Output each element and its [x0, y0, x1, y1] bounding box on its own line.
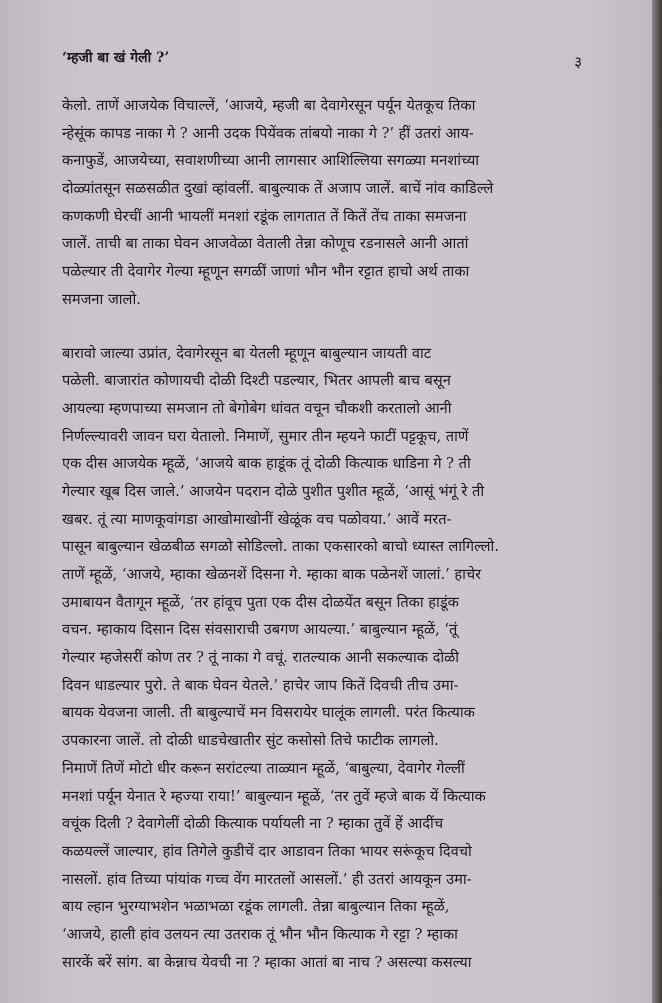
text-line: आयल्या म्हणपाच्या समजान तो बेगोबेग धांवत वचून चौकशी करतालो आनी [62, 399, 452, 417]
text-line: बायक येवजना जाली. ती बाबुल्याचें मन विसरायेर घालूंक लागली. परंत कित्याक [62, 704, 475, 722]
text-line: सारकें बरें सांग. बा केन्नाच येवची ना ? म्हाका आतां बा नाच ? असल्या कसल्या [62, 953, 472, 971]
text-line: गेल्यार खूब दिस जाले.’ आजयेन पदरान दोळे पुशीत पुशीत म्हूळें, ‘आसूं भंगूं रे ती [62, 482, 485, 500]
text-line: उमाबायन वैतागून म्हूळें, ‘तर हांवूच पुता एक दीस दोळयेंत बसून तिका हाडूंक [62, 593, 459, 611]
text-line: वचन. म्हाकाय दिसान दिस संवसाराची उबगण आयल्या.’ बाबुल्यान म्हूळें, ‘तूं [62, 621, 458, 639]
text-line: दिवन धाडल्यार पुरो. ते बाक घेवन येतले.’ हाचेर जाप कितें दिवची तीच उमा- [62, 676, 459, 694]
text-line: ‘आजये, हाली हांव उलयन त्या उतराक तूं भौन भौन कित्याक गे रट्टा ? म्हाका [62, 925, 458, 943]
text-line: कळयल्लें जाल्यार, हांव तिगेले कुडीचें दार आडावन तिका भायर सरूंकूच दिवचो [62, 842, 472, 860]
page-header [62, 48, 582, 78]
page-edge [652, 0, 662, 1003]
text-line: समजना जालो. [62, 290, 141, 308]
paragraph-1 [62, 92, 602, 314]
text-line: गेल्यार म्हजेसरीं कोण तर ? तूं नाका गे वचूं. रातल्याक आनी सकल्याक दोळी [62, 649, 460, 667]
text-line: उपकारना जालें. तो दोळी धाडचेखातीर सुंट कसोसो तिचे फाटीक लागलो. [62, 732, 439, 750]
paragraph-spacer [62, 314, 602, 340]
running-head: ‘म्हजी बा खं गेली ?’ [62, 50, 170, 66]
paragraph-2 [62, 340, 602, 977]
text-line: ताणें म्हूळें, ‘आजये, म्हाका खेळनशें दिसना गे. म्हाका बाक पळेनशें जालां.’ हाचेर [62, 566, 482, 583]
text-line: मनशां पर्यून येनात रे म्हज्या राया!’ बाबुल्यान म्हूळें, ‘तर तुवें म्हजे बाक यें कित्याक [62, 787, 486, 805]
page-number: ३ [574, 53, 582, 71]
text-line: पासून बाबुल्यान खेळबीळ सगळो सोडिल्लो. ताका एकसारको बाचो ध्यास्त लागिल्लो. [62, 538, 499, 556]
text-line: बारावो जाल्या उप्रांत, देवागेरसून बा येतली म्हूणून बाबुल्यान जायती वाट [62, 344, 432, 362]
text-line: नासलों. हांव तिच्या पांयांक गच्च वेंग मारतलों आसलों.’ ही उतरां आयकून उमा- [62, 870, 472, 888]
text-line: निमाणें तिणें मोटो धीर करून सरांटल्या ताळ्यान म्हूळें, ‘बाबुल्या, देवागेर गेल्लीं [62, 759, 465, 777]
body-text [62, 92, 602, 976]
text-line: कणकणी घेरचीं आनी भायलीं मनशां रडूंक लागतात तें कितें तेंच ताका समजना [62, 207, 467, 225]
text-line: निर्णल्ल्यावरी जावन घरा येतालो. निमाणें, सुमार तीन म्हयने फाटीं पट्टकूच, ताणें [62, 427, 469, 445]
text-line: जालें. ताची बा ताका घेवन आजवेळा वेताली तेन्ना कोणूच रडनासले आनी आतां [62, 235, 469, 253]
text-line: एक दीस आजयेक म्हूळें, ‘आजये बाक हाडूंक तूं दोळी कित्याक धाडिना गे ? ती [62, 455, 471, 473]
text-line: दोळ्यांतसून सळसळीत दुखां व्हांवलीं. बाबुल्याक तें अजाप जालें. बाचें नांव काडिल्ले [62, 180, 494, 198]
text-line: पळेली. बाजारांत कोणायची दोळी दिश्टी पडल्यार, भितर आपली बाच बसून [62, 372, 451, 390]
text-line: पळेल्यार ती देवागेर गेल्या म्हूणून सगळीं जाणां भौन भौन रट्टात हाचो अर्थ ताका [62, 263, 470, 281]
text-line: केलो. ताणें आजयेक विचाल्लें, ‘आजये, म्हजी बा देवागेरसून पर्यून येतकूच तिका [62, 97, 476, 114]
text-line: न्हेसूंक कापड नाका गे ? आनी उदक पियेंवक तांबयो नाका गे ?’ हीं उतरां आय- [62, 124, 474, 142]
text-line: वचूंक दिली ? देवागेलीं दोळी कित्याक पर्यायली ना ? म्हाका तुवें हें आदींच [62, 815, 444, 833]
text-line: बाय ल्हान भुरग्याभशेन भळाभळा रडूंक लागली. तेन्ना बाबुल्यान तिका म्हूळें, [62, 898, 450, 916]
text-line: कनाफुडें, आजयेच्या, सवाशणीच्या आनी लागसार आशिल्लिया सगळ्या मनशांच्या [62, 152, 480, 170]
text-line: खबर. तूं त्या माणकूवांगडा आखोमाखोनीं खेळूंक वच पळोवया.’ आवें मरत- [62, 510, 452, 528]
